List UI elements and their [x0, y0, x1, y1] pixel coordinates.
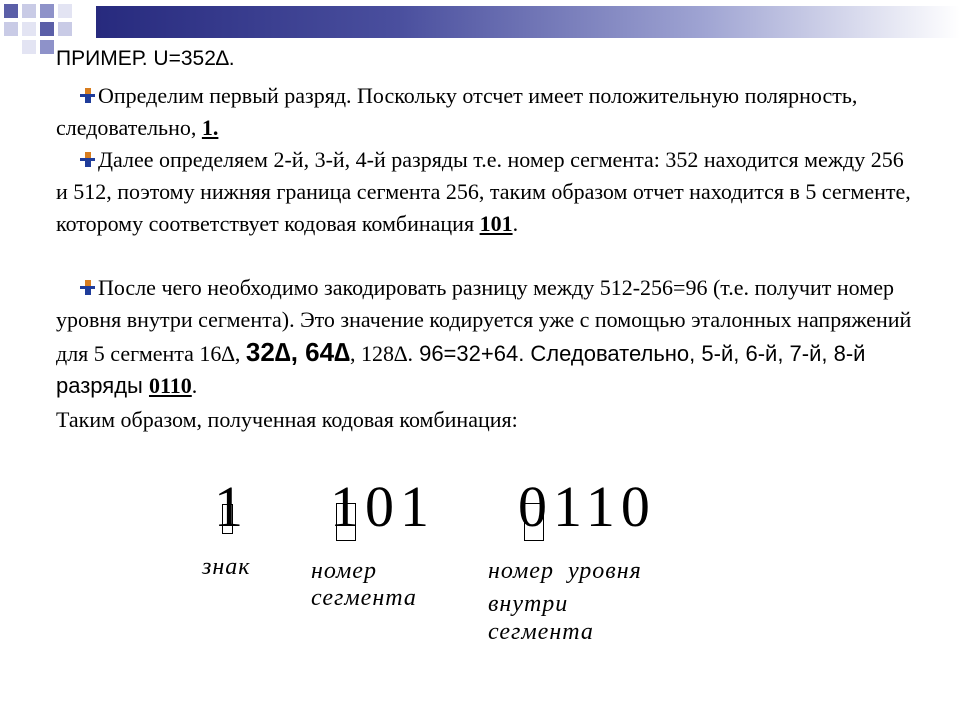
label-level-line3: сегмента: [488, 619, 594, 645]
deco-square: [22, 22, 36, 36]
paragraph-2-text: Далее определяем 2-й, 3-й, 4-й разряды т.е. номер сегмента: 352 находится между 256 и 512, поэтому нижняя граница сегмента 256, таким образом отчет находится в 5 сегменте, которому соответствует кодовая комбинация: [56, 147, 911, 236]
deco-square: [58, 4, 72, 18]
bullet-icon: [80, 152, 95, 168]
paragraph-3-after: , 128∆.: [350, 341, 413, 366]
deco-square: [4, 22, 18, 36]
level-code-value: 0110: [148, 373, 192, 398]
bullet-icon: [80, 280, 95, 296]
code-sign: 1: [214, 474, 249, 539]
reference-voltages: 32∆, 64∆: [245, 337, 350, 367]
label-level-line2: внутри: [488, 591, 569, 617]
slide-title: ПРИМЕР. U=352∆.: [56, 47, 235, 70]
brace-mark-sign: [222, 504, 233, 534]
deco-square: [22, 40, 36, 54]
paragraph-4: Таким образом, полученная кодовая комбинация:: [56, 407, 518, 432]
sign-bit-value: 1.: [201, 115, 219, 140]
paragraph-1: [56, 80, 916, 144]
bullet-icon: [80, 88, 95, 104]
code-segment: 101: [330, 474, 435, 539]
deco-square: [40, 4, 54, 18]
label-level-line1: номер уровня: [488, 558, 642, 584]
paragraph-3: [56, 272, 916, 402]
deco-square: [58, 22, 72, 36]
header-gradient-bar: [96, 6, 960, 38]
label-segment-line1: номер: [311, 558, 377, 584]
brace-mark-segment: [336, 503, 356, 541]
paragraph-3-text: После чего необходимо закодировать разницу между 512-256=96 (т.е. получит номер уровня внутри сегмента). Это значение кодируется уже с помощью эталонных напряжений для 5 сегмента 16∆,: [56, 275, 912, 366]
deco-square: [40, 40, 54, 54]
paragraph-2: [56, 144, 916, 240]
paragraph-1-text: Определим первый разряд. Поскольку отсчет имеет положительную полярность, следовательно,: [56, 83, 858, 140]
label-sign: знак: [202, 554, 251, 580]
paragraph-3-line2: 96=32+64. Следовательно, 5-й, 6-й, 7-й, 8-й разряды: [56, 341, 866, 398]
deco-square: [22, 4, 36, 18]
paragraph-2-end: .: [512, 211, 519, 236]
label-segment-line2: сегмента: [311, 585, 417, 611]
brace-mark-level: [524, 503, 544, 541]
code-level: 0110: [518, 474, 656, 539]
segment-code-value: 101: [479, 211, 513, 236]
paragraph-3-end: .: [191, 373, 198, 398]
deco-square: [4, 4, 18, 18]
deco-square: [40, 22, 54, 36]
